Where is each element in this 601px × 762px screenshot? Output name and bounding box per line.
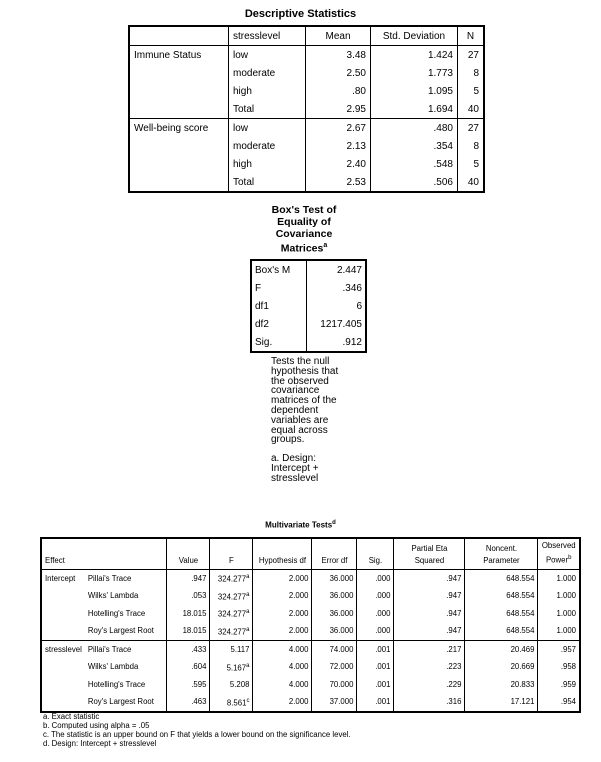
box-title-line: Equality of [277,216,331,228]
power-cell: 1.000 [538,570,580,588]
table-row [251,333,366,352]
header-line: Parameter [483,556,520,565]
header-line: Observed [541,541,576,551]
footnote-line: Intercept + [271,462,319,474]
footnote-marker: c [246,697,250,704]
noncent-cell: 648.554 [465,588,538,606]
error-df-cell: 72.000 [312,659,357,677]
sig-cell: .001 [357,641,394,659]
effect-label: Intercept [45,574,76,583]
test-name: Wilks' Lambda [87,591,139,601]
noncent-cell: 648.554 [465,623,538,641]
sd-cell: 1.095 [371,82,458,100]
effect-label: stresslevel [45,645,82,654]
hyp-df-cell: 4.000 [253,676,312,694]
footnote-marker: a [246,662,250,669]
n-cell: 40 [458,100,485,119]
power-cell: .954 [538,694,580,713]
value-cell: 18.015 [167,605,210,623]
footnote-marker: a [246,626,250,633]
sd-cell: .480 [371,119,458,138]
table-row [41,605,580,623]
header-blank-cell [129,26,229,46]
note-line: Tests the null [271,356,330,367]
f-cell [210,605,253,623]
header-stresslevel: stresslevel [229,26,306,46]
header-observed-power [538,538,580,570]
mean-cell: 2.53 [306,173,371,192]
error-df-cell: 36.000 [312,570,357,588]
table-row [251,297,366,315]
value-cell: .053 [167,588,210,606]
box-title-line: Covariance [275,228,333,240]
error-df-cell: 74.000 [312,641,357,659]
note-line: hypothesis that [271,365,339,377]
f-value: 8.561 [226,698,247,708]
header-n: N [458,26,485,46]
stat-label: Box's M [255,265,291,276]
title-text: Multivariate Tests [265,520,333,530]
box-test-table [250,259,367,353]
mean-cell: 2.40 [306,155,371,173]
eta-cell: .947 [394,605,465,623]
multivariate-tests-title [0,520,601,530]
stat-value: 6 [307,297,367,315]
value-cell: .595 [167,676,210,694]
test-name: Roy's Largest Root [87,697,154,707]
footnote-line: b. Computed using alpha = .05 [43,721,150,730]
header-hypothesis-df: Hypothesis df [253,538,312,570]
f-value: 324.277 [217,627,247,637]
level-cell: low [229,119,306,138]
box-title-line [262,240,346,255]
eta-cell: .229 [394,676,465,694]
note-line: variables are [271,414,329,426]
sd-cell: .506 [371,173,458,192]
sd-cell: 1.694 [371,100,458,119]
table-row [129,119,484,138]
note-line: the observed [271,375,329,387]
level-cell: low [229,46,306,65]
level-cell: moderate [229,64,306,82]
table-row [251,315,366,333]
footnote-line: a. Design: [271,453,317,465]
mean-cell: 2.95 [306,100,371,119]
noncent-cell: 20.469 [465,641,538,659]
stat-label: Sig. [255,337,273,348]
footnote-line: stresslevel [271,472,319,484]
stat-label: df2 [255,319,269,330]
header-noncent-parameter [465,538,538,570]
footnote-marker: a [246,609,250,616]
f-cell [210,659,253,677]
f-value: 324.277 [217,610,247,620]
header-line: Partial Eta [411,544,448,553]
descriptive-statistics-title: Descriptive Statistics [244,8,357,20]
mean-cell: .80 [306,82,371,100]
note-line: equal across [271,424,328,436]
power-cell: .959 [538,676,580,694]
note-line: groups. [271,434,305,446]
error-df-cell: 36.000 [312,605,357,623]
noncent-cell: 20.669 [465,659,538,677]
sig-cell: .001 [357,659,394,677]
header-line: Squared [414,556,445,565]
level-cell: high [229,155,306,173]
dependent-variable-label: Immune Status [129,46,229,119]
hyp-df-cell: 2.000 [253,570,312,588]
table-row [41,641,580,659]
note-line: dependent [271,404,319,416]
f-value: 324.277 [217,575,247,585]
footnote-marker: d [332,520,336,526]
n-cell: 8 [458,137,485,155]
eta-cell: .316 [394,694,465,713]
f-value: 5.208 [229,679,250,689]
f-value: 5.117 [230,644,250,654]
f-cell [210,588,253,606]
header-line: Power [545,556,569,565]
eta-cell: .217 [394,641,465,659]
f-cell [210,676,253,694]
box-test-notes [271,357,351,493]
box-title-line: Box's Test of [271,204,337,216]
mean-cell: 2.50 [306,64,371,82]
power-cell: 1.000 [538,588,580,606]
table-row [129,46,484,65]
n-cell: 8 [458,64,485,82]
footnote-marker: a [246,574,250,581]
test-name: Pillai's Trace [87,644,132,654]
sd-cell: .354 [371,137,458,155]
power-cell: .958 [538,659,580,677]
value-cell: .604 [167,659,210,677]
level-cell: high [229,82,306,100]
test-name: Hotelling's Trace [87,679,146,689]
noncent-cell: 20.833 [465,676,538,694]
level-cell: Total [229,100,306,119]
sig-cell: .000 [357,570,394,588]
box-test-note [271,357,351,445]
f-cell [210,694,253,713]
test-name: Wilks' Lambda [87,662,139,672]
f-value: 5.167 [226,663,247,673]
table-row [41,588,580,606]
f-cell [210,623,253,641]
sig-cell: .000 [357,605,394,623]
value-cell: .947 [167,570,210,588]
value-cell: .433 [167,641,210,659]
hyp-df-cell: 4.000 [253,659,312,677]
sd-cell: 1.424 [371,46,458,65]
footnote-marker: a [323,242,328,249]
table-header-row [129,26,484,46]
stat-value: .912 [307,333,367,352]
stat-label: df1 [255,301,269,312]
mean-cell: 2.67 [306,119,371,138]
n-cell: 27 [458,119,485,138]
table-row [41,676,580,694]
footnote-marker: a [246,591,250,598]
eta-cell: .947 [394,570,465,588]
level-cell: Total [229,173,306,192]
table-row [41,659,580,677]
sd-cell: 1.773 [371,64,458,82]
table-row [41,623,580,641]
hyp-df-cell: 4.000 [253,641,312,659]
f-value: 324.277 [217,592,247,602]
error-df-cell: 37.000 [312,694,357,713]
noncent-cell: 648.554 [465,570,538,588]
stat-label: F [255,283,262,294]
power-cell: 1.000 [538,623,580,641]
f-cell [210,570,253,588]
power-cell: 1.000 [538,605,580,623]
noncent-cell: 17.121 [465,694,538,713]
eta-cell: .223 [394,659,465,677]
n-cell: 5 [458,155,485,173]
error-df-cell: 36.000 [312,588,357,606]
stat-value: .346 [307,279,367,297]
error-df-cell: 36.000 [312,623,357,641]
stat-value: 2.447 [307,260,367,279]
hyp-df-cell: 2.000 [253,623,312,641]
hyp-df-cell: 2.000 [253,605,312,623]
header-error-df: Error df [312,538,357,570]
sig-cell: .001 [357,694,394,713]
header-value: Value [167,538,210,570]
eta-cell: .947 [394,588,465,606]
table-row [251,260,366,279]
note-line: matrices of the [271,395,337,407]
table-row [41,694,580,713]
table-row [41,570,580,588]
footnote-line: c. The statistic is an upper bound on F that yields a lower bound on the significance level. [43,730,351,739]
n-cell: 5 [458,82,485,100]
mean-cell: 2.13 [306,137,371,155]
sig-cell: .000 [357,588,394,606]
test-name: Pillai's Trace [87,573,132,583]
note-line: covariance [271,385,320,397]
power-cell: .957 [538,641,580,659]
value-cell: 18.015 [167,623,210,641]
sig-cell: .001 [357,676,394,694]
footnote-line: d. Design: Intercept + stresslevel [43,739,157,748]
sig-cell: .000 [357,623,394,641]
noncent-cell: 648.554 [465,605,538,623]
f-cell [210,641,253,659]
box-test-title [262,204,346,255]
sd-cell: .548 [371,155,458,173]
multivariate-tests-table [40,537,581,713]
hyp-df-cell: 2.000 [253,694,312,713]
descriptive-statistics-table [128,25,485,193]
header-sig: Sig. [357,538,394,570]
test-name: Roy's Largest Root [87,626,154,636]
header-mean: Mean [306,26,371,46]
box-test-footnote [271,454,351,483]
test-name: Hotelling's Trace [87,608,146,618]
header-f: F [210,538,253,570]
box-title-text: Matrices [280,242,324,255]
footnote-marker: b [568,555,572,562]
mean-cell: 3.48 [306,46,371,65]
hyp-df-cell: 2.000 [253,588,312,606]
value-cell: .463 [167,694,210,713]
multivariate-footnotes [43,712,351,748]
dependent-variable-label: Well-being score [134,123,209,134]
table-row [251,279,366,297]
table-header-row [41,538,580,570]
level-cell: moderate [229,137,306,155]
header-std-deviation: Std. Deviation [371,26,458,46]
error-df-cell: 70.000 [312,676,357,694]
header-effect: Effect [45,556,65,565]
eta-cell: .947 [394,623,465,641]
n-cell: 40 [458,173,485,192]
header-line: Noncent. [485,544,518,553]
n-cell: 27 [458,46,485,65]
footnote-line: a. Exact statistic [43,712,100,721]
stat-value: 1217.405 [307,315,367,333]
header-partial-eta [394,538,465,570]
